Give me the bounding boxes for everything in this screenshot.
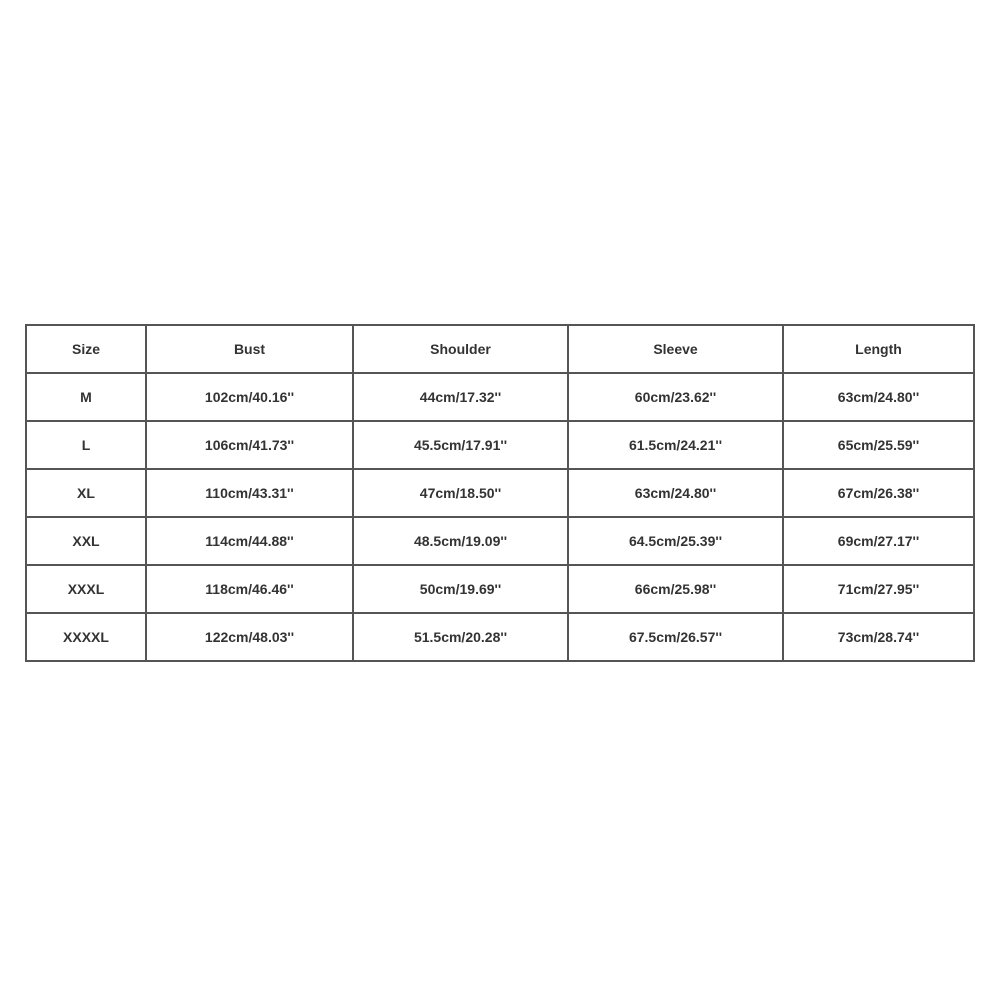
cell-shoulder: 50cm/19.69'' <box>353 565 568 613</box>
cell-length: 65cm/25.59'' <box>783 421 974 469</box>
cell-size: L <box>26 421 146 469</box>
table-row <box>26 565 974 613</box>
cell-shoulder: 47cm/18.50'' <box>353 469 568 517</box>
header-shoulder: Shoulder <box>353 325 568 373</box>
cell-bust: 102cm/40.16'' <box>146 373 353 421</box>
header-sleeve: Sleeve <box>568 325 783 373</box>
table-row <box>26 373 974 421</box>
cell-length: 67cm/26.38'' <box>783 469 974 517</box>
cell-length: 73cm/28.74'' <box>783 613 974 661</box>
cell-bust: 110cm/43.31'' <box>146 469 353 517</box>
cell-bust: 106cm/41.73'' <box>146 421 353 469</box>
cell-sleeve: 60cm/23.62'' <box>568 373 783 421</box>
cell-sleeve: 63cm/24.80'' <box>568 469 783 517</box>
cell-size: XXXXL <box>26 613 146 661</box>
cell-size: XL <box>26 469 146 517</box>
cell-length: 63cm/24.80'' <box>783 373 974 421</box>
header-row <box>26 325 974 373</box>
table-row <box>26 469 974 517</box>
table-row <box>26 517 974 565</box>
cell-size: XXXL <box>26 565 146 613</box>
cell-size: XXL <box>26 517 146 565</box>
cell-shoulder: 48.5cm/19.09'' <box>353 517 568 565</box>
cell-length: 69cm/27.17'' <box>783 517 974 565</box>
size-chart-table <box>25 324 975 662</box>
cell-sleeve: 61.5cm/24.21'' <box>568 421 783 469</box>
cell-sleeve: 66cm/25.98'' <box>568 565 783 613</box>
cell-shoulder: 51.5cm/20.28'' <box>353 613 568 661</box>
header-bust: Bust <box>146 325 353 373</box>
cell-bust: 118cm/46.46'' <box>146 565 353 613</box>
cell-bust: 122cm/48.03'' <box>146 613 353 661</box>
cell-length: 71cm/27.95'' <box>783 565 974 613</box>
cell-shoulder: 45.5cm/17.91'' <box>353 421 568 469</box>
cell-bust: 114cm/44.88'' <box>146 517 353 565</box>
header-length: Length <box>783 325 974 373</box>
table-row <box>26 613 974 661</box>
cell-sleeve: 67.5cm/26.57'' <box>568 613 783 661</box>
cell-sleeve: 64.5cm/25.39'' <box>568 517 783 565</box>
cell-size: M <box>26 373 146 421</box>
header-size: Size <box>26 325 146 373</box>
table-row <box>26 421 974 469</box>
cell-shoulder: 44cm/17.32'' <box>353 373 568 421</box>
